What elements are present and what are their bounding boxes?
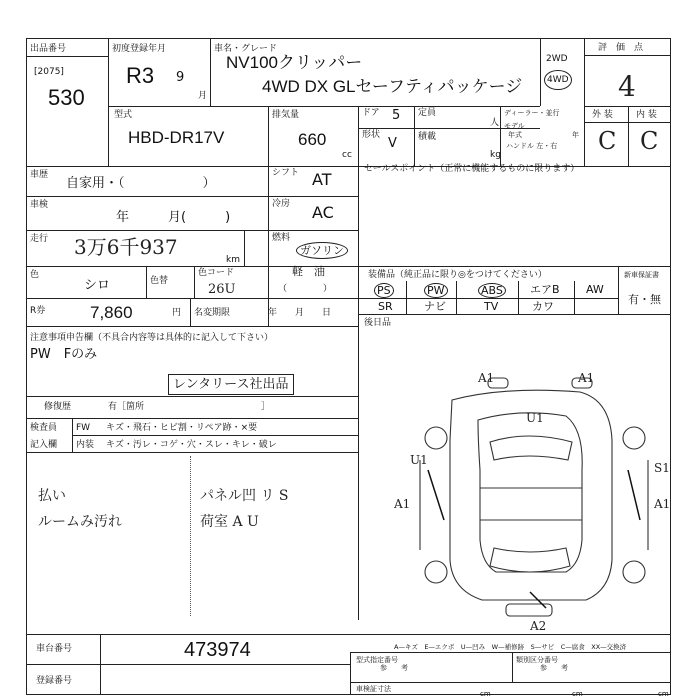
equip-navi: ナビ <box>424 300 446 313</box>
damage-mark-front-left: A1 <box>478 371 495 385</box>
fw-label: FW <box>76 423 91 433</box>
recycle-unit: 円 <box>172 308 182 318</box>
category-number-ref: 参 考 <box>540 664 568 672</box>
handwritten-note-left-2: ルームみ汚れ <box>38 514 122 530</box>
inspection-label: 車検 <box>30 200 49 210</box>
shape-label: 形状 <box>362 130 381 140</box>
fuel-label: 燃料 <box>272 233 291 243</box>
load-label: 積載 <box>418 132 437 142</box>
usage-value: 自家用・（ ） <box>66 176 216 191</box>
equip-aw: AW <box>586 283 604 296</box>
chassis-number: 473974 <box>184 639 251 661</box>
notes-label: 注意事項申告欄（不具合内容等は具体的に記入して下さい） <box>30 333 274 343</box>
size-unit-2: cm <box>572 690 583 698</box>
divider <box>350 652 351 695</box>
load-unit: kg <box>490 150 501 160</box>
exterior-grade: C <box>598 127 617 155</box>
interior-items-label: 内装 <box>76 440 95 450</box>
repair-history-value: 有［箇所 ］ <box>108 402 271 412</box>
after-day-label: 後日品 <box>364 318 392 328</box>
rental-stamp: レンタリース社出品 <box>168 374 294 395</box>
ac-label: 冷房 <box>272 199 291 209</box>
damage-mark-left-side-dent: U1 <box>410 453 428 467</box>
size-unit-1: cm <box>480 690 491 698</box>
equip-ps: PS <box>374 283 394 298</box>
chassis-number-label: 車台番号 <box>36 644 73 654</box>
type-designation-ref: 参 考 <box>380 664 408 672</box>
registration-label: 初度登録年月 <box>112 44 167 54</box>
inspection-value: 年 月( ) <box>116 210 231 225</box>
type-label: 型式 <box>114 110 133 120</box>
model-name: NV100クリッパー <box>226 53 363 72</box>
overall-score: 4 <box>618 70 636 103</box>
damage-mark-left-door: A1 <box>394 497 411 511</box>
damage-mark-hood: U1 <box>526 411 544 425</box>
mileage-unit: km <box>226 255 240 265</box>
shift-value: AT <box>312 170 332 189</box>
fuel-value-circled: ガソリン <box>296 242 348 259</box>
mileage-label: 走行 <box>30 234 49 244</box>
year-unit: 年 <box>572 131 579 139</box>
divider <box>350 652 671 653</box>
sales-point-label: セールスポイント（正常に機能するものに限ります） <box>364 164 580 174</box>
registration-number-label: 登録番号 <box>36 676 73 686</box>
registration-era: R3 <box>126 63 155 88</box>
interior-grade: C <box>640 127 659 155</box>
owner-change-date: 年 月 日 <box>268 308 332 318</box>
equip-airbag: エアB <box>530 283 560 296</box>
handwritten-note-right-2: 荷室 A U <box>200 514 259 530</box>
usage-label: 車歴 <box>30 170 49 180</box>
damage-mark-right-door: A1 <box>654 497 671 511</box>
repair-history-label: 修復歴 <box>44 402 72 412</box>
color-change-label: 色替 <box>150 276 169 286</box>
handwritten-note-left-1: 払い <box>38 488 66 504</box>
entry-label: 記入欄 <box>30 440 58 450</box>
door-value: 5 <box>392 108 401 123</box>
drive-2wd: 2WD <box>546 54 568 64</box>
displacement-value: 660 <box>298 130 327 149</box>
equip-tv: TV <box>484 300 499 313</box>
color-label: 色 <box>30 270 40 280</box>
fw-items: キズ・飛石・ヒビ割・リペア跡・×要 <box>106 423 258 433</box>
category-number-label: 類別区分番号 <box>516 656 558 664</box>
grade: 4WD DX GLセーフティパッケージ <box>262 77 523 96</box>
drive-4wd-circled: 4WD <box>544 70 572 90</box>
score-label: 評 価 点 <box>598 43 644 53</box>
type-value: HBD-DR17V <box>128 128 225 147</box>
model-year-label: モデル <box>504 122 525 130</box>
fuel-paren: （ ） <box>278 284 333 294</box>
inspector-label: 検査員 <box>30 423 58 433</box>
warranty-value: 有・無 <box>628 293 661 306</box>
divider <box>26 634 671 635</box>
equip-pw: PW <box>424 283 448 298</box>
notes-text: PW Fのみ <box>30 347 98 362</box>
color-code-label: 色コード <box>198 268 235 278</box>
capacity-unit: 人 <box>490 118 500 128</box>
damage-legend: A—キズ E—エクボ U—凹み W—補修跡 S—サビ C—腐食 XX—交換済 <box>394 643 627 651</box>
damage-mark-right-rust: S1 <box>654 461 670 475</box>
certificate-size-label: 車検証寸法 <box>356 685 391 693</box>
fuel-diesel: 軽 油 <box>292 265 325 278</box>
color-value: シロ <box>84 278 111 293</box>
displacement-unit: cc <box>342 150 352 160</box>
damage-mark-rear: A2 <box>530 619 547 633</box>
month-unit: 月 <box>198 91 208 101</box>
owner-change-label: 名変期限 <box>194 308 231 318</box>
exterior-label: 外 装 <box>592 110 613 120</box>
type-designation-label: 型式指定番号 <box>356 656 398 664</box>
year-label: 年式 <box>508 131 522 139</box>
displacement-label: 排気量 <box>272 110 300 120</box>
mileage-value: 3万6千937 <box>74 235 178 259</box>
equip-abs: ABS <box>478 283 506 298</box>
capacity-label: 定員 <box>418 108 437 118</box>
door-label: ドア <box>362 108 380 118</box>
equip-sr: SR <box>378 300 393 313</box>
handwritten-note-right-1: パネル凹 リ S <box>200 488 289 504</box>
recycle-value: 7,860 <box>90 303 133 322</box>
color-code-value: 26U <box>208 282 236 297</box>
registration-month: 9 <box>176 70 185 85</box>
shift-label: シフト <box>272 168 300 178</box>
interior-label: 内 装 <box>636 110 657 120</box>
equip-leather: カワ <box>532 300 554 313</box>
size-unit-3: cm <box>658 690 669 698</box>
shape-value: V <box>388 136 397 151</box>
lot-number-label: 出品番号 <box>30 44 67 54</box>
ac-value: AC <box>312 203 334 222</box>
divider <box>512 652 513 682</box>
dealer-label: ディーラー・並行 <box>504 109 560 117</box>
damage-mark-front-right: A1 <box>578 371 595 385</box>
lot-number: 530 <box>48 85 85 110</box>
equipment-label: 装備品（純正品に限り◎をつけてください） <box>368 270 547 280</box>
interior-items: キズ・汚レ・コゲ・穴・スレ・キレ・破レ <box>106 440 277 450</box>
car-name-label: 車名・グレード <box>214 44 278 54</box>
lot-small-number: [2075] <box>34 67 64 77</box>
recycle-label: R券 <box>30 306 46 316</box>
handle-label: ハンドル 左・右 <box>506 142 558 150</box>
warranty-label: 新車保証書 <box>624 271 659 279</box>
divider <box>26 664 350 665</box>
divider <box>350 682 671 683</box>
